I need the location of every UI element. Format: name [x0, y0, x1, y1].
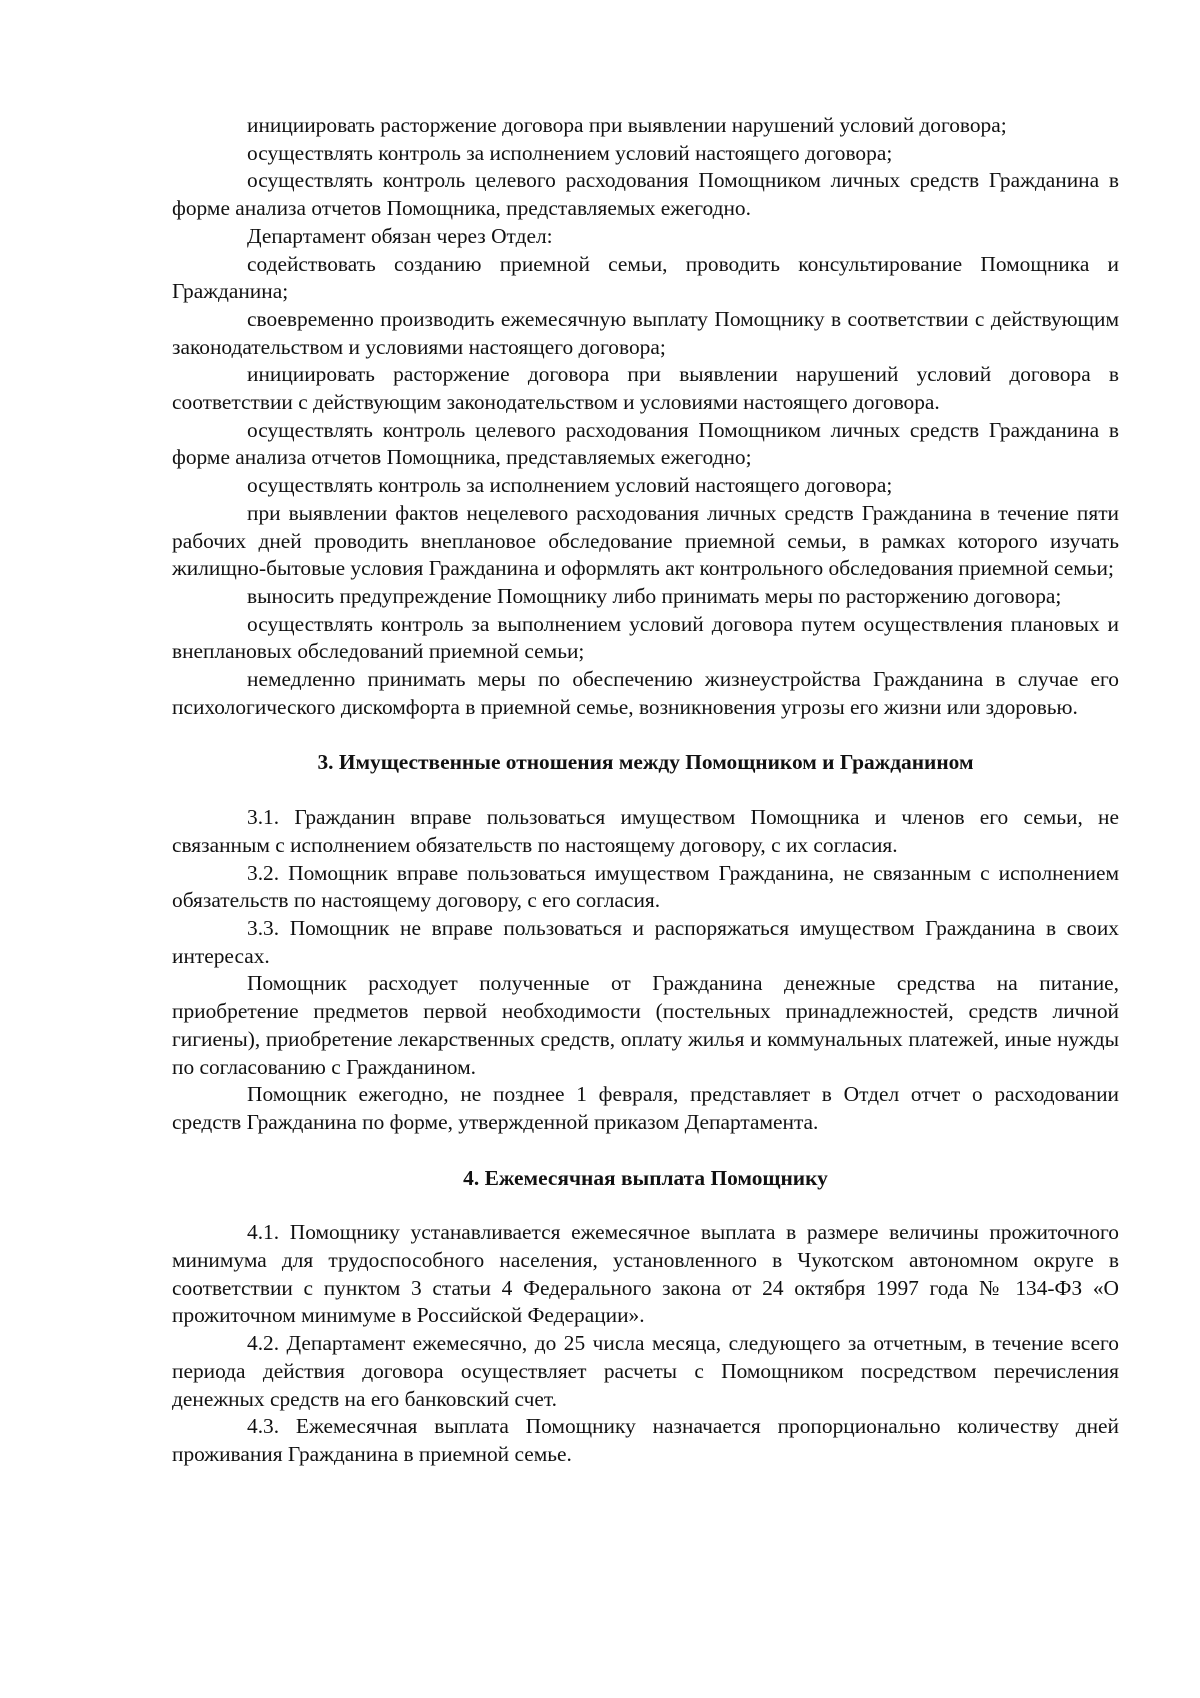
clause-4-1: 4.1. Помощнику устанавливается ежемесячное выплата в размере величины прожиточного минимума для трудоспособного населения, установленного в Чукотском автономном округе в соответствии с пунктом 3 статьи 4 Федерального закона от 24 октября 1997 года № 134-ФЗ «О прожиточном минимуме в Российской Федерации».: [172, 1220, 1119, 1328]
paragraph: осуществлять контроль целевого расходования Помощником личных средств Гражданина в форме анализа отчетов Помощника, представляемых ежегодно.: [172, 168, 1119, 221]
paragraph: своевременно производить ежемесячную выплату Помощнику в соответствии с действующим законодательством и условиями настоящего договора;: [172, 306, 1119, 359]
clause-3-3: 3.3. Помощник не вправе пользоваться и распоряжаться имуществом Гражданина в своих интересах.: [172, 915, 1119, 968]
clause-3-2: 3.2. Помощник вправе пользоваться имуществом Гражданина, не связанным с исполнением обязательств по настоящему договору, с его согласия.: [172, 860, 1119, 913]
spacer: [172, 1192, 1119, 1219]
paragraph: осуществлять контроль за исполнением условий настоящего договора;: [247, 473, 893, 498]
spacer: [172, 777, 1119, 804]
paragraph: инициировать расторжение договора при выявлении нарушений условий договора в соответствии с действующим законодательством и условиями настоящего договора.: [172, 362, 1119, 415]
clause-4-3: 4.3. Ежемесячная выплата Помощнику назначается пропорционально количеству дней проживания Гражданина в приемной семье.: [172, 1414, 1119, 1466]
paragraph: при выявлении фактов нецелевого расходования личных средств Гражданина в течение пяти рабочих дней проводить внеплановое обследование приемной семьи, в рамках которого изучать жилищно-бытовые условия Гражданина и оформлять акт контрольного обследования приемной семьи;: [172, 500, 1119, 581]
section-3-heading: 3. Имущественные отношения между Помощником и Гражданином: [317, 750, 974, 775]
clause-3-1: 3.1. Гражданин вправе пользоваться имуществом Помощника и членов его семьи, не связанным с исполнением обязательств по настоящему договору, с их согласия.: [172, 805, 1119, 857]
paragraph: осуществлять контроль за исполнением условий настоящего договора;: [247, 140, 893, 165]
paragraph: инициировать расторжение договора при выявлении нарушений условий договора;: [247, 113, 1007, 137]
paragraph: выносить предупреждение Помощнику либо принимать меры по расторжению договора;: [247, 583, 1062, 608]
clause-4-2: 4.2. Департамент ежемесячно, до 25 числа месяца, следующего за отчетным, в течение всего периода действия договора осуществляет расчеты с Помощником посредством перечисления денежных средств на его банковский счет.: [172, 1331, 1119, 1411]
paragraph: осуществлять контроль за выполнением условий договора путем осуществления плановых и внеплановых обследований приемной семьи;: [172, 611, 1119, 664]
spacer: [172, 1137, 1119, 1165]
paragraph: Департамент обязан через Отдел:: [247, 223, 553, 248]
paragraph: Помощник расходует полученные от Гражданина денежные средства на питание, приобретение предметов первой необходимости (постельных принадлежностей, средств личной гигиены), приобретение лекарственных средств, оплату жилья и коммунальных платежей, иные нужды по согласованию с Гражданином.: [172, 971, 1119, 1079]
section-4-heading: 4. Ежемесячная выплата Помощнику: [463, 1165, 828, 1190]
paragraph: немедленно принимать меры по обеспечению жизнеустройства Гражданина в случае его психологического дискомфорта в приемной семье, возникновения угрозы его жизни или здоровью.: [172, 667, 1119, 719]
document-body: [172, 112, 1119, 1469]
paragraph: Помощник ежегодно, не позднее 1 февраля, представляет в Отдел отчет о расходовании средств Гражданина по форме, утвержденной приказом Департамента.: [172, 1082, 1119, 1134]
paragraph: содействовать созданию приемной семьи, проводить консультирование Помощника и Гражданина;: [172, 251, 1119, 304]
paragraph: осуществлять контроль целевого расходования Помощником личных средств Гражданина в форме анализа отчетов Помощника, представляемых ежегодно;: [172, 417, 1119, 470]
spacer: [172, 721, 1119, 749]
